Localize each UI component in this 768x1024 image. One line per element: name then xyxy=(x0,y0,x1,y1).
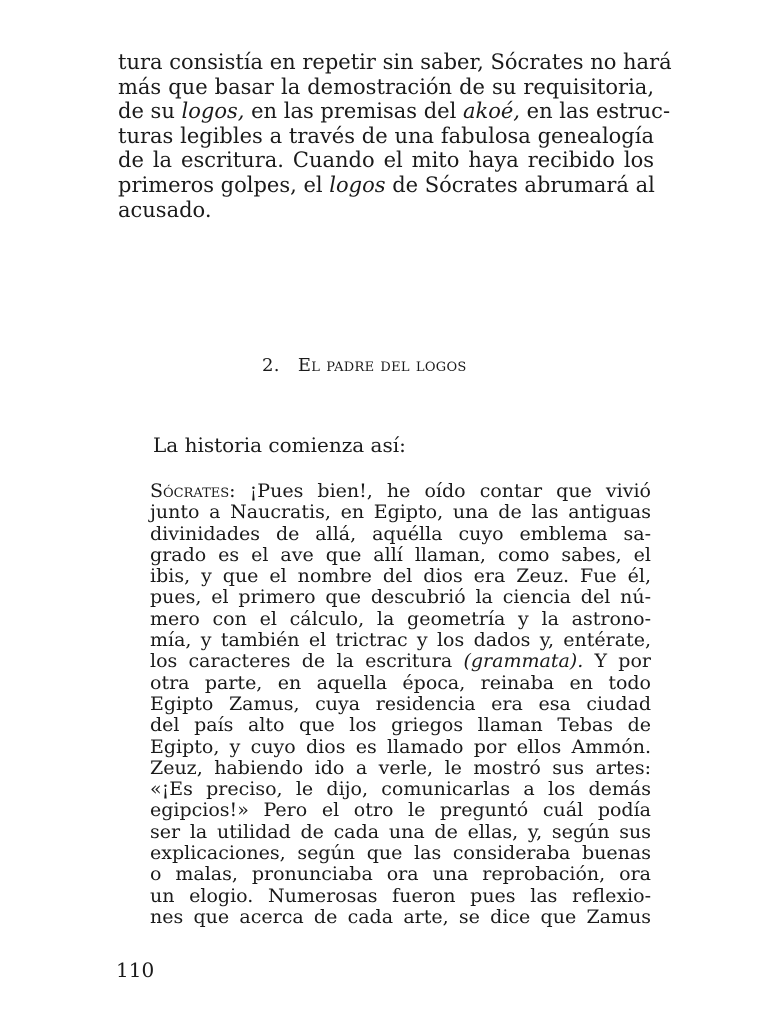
top-paragraph xyxy=(118,50,672,222)
text-line xyxy=(150,587,651,608)
text-segment: mía, y también el trictrac y los dados y, entérate, xyxy=(150,629,651,652)
text-line xyxy=(150,907,651,928)
text-segment: del país alto que los griegos llaman Tebas de xyxy=(150,714,651,737)
italic-term: (grammata). xyxy=(463,650,584,673)
text-segment: en las premisas del xyxy=(244,99,463,124)
text-line xyxy=(150,673,651,694)
text-segment: Egipto, y cuyo dios es llamado por ellos Ammón. xyxy=(150,735,651,758)
text-segment: de Sócrates abrumará al xyxy=(385,172,655,197)
section-heading xyxy=(262,355,467,376)
text-segment: turas legibles a través de una fabulosa genealogía xyxy=(118,123,654,148)
section-number: 2. xyxy=(262,355,280,376)
italic-term: logos xyxy=(329,172,386,197)
text-segment: mero con el cálculo, la geometría y la astrono- xyxy=(150,607,651,630)
text-line xyxy=(150,524,651,545)
text-segment: nes que acerca de cada arte, se dice que Zamus xyxy=(150,905,651,928)
text-segment: tura consistía en repetir sin saber, Sócrates no hará xyxy=(118,50,672,74)
text-line xyxy=(150,822,651,843)
text-line xyxy=(118,124,654,149)
text-line xyxy=(150,800,651,821)
text-line xyxy=(150,481,651,502)
text-segment: «¡Es preciso, le dijo, comunicarlas a los demás xyxy=(150,778,651,801)
italic-term: akoé, xyxy=(462,99,520,124)
text-line xyxy=(118,148,654,173)
text-line xyxy=(118,75,654,100)
text-segment: un elogio. Numerosas fueron pues las reflexio- xyxy=(150,884,651,907)
text-segment: ibis, y que el nombre del dios era Zeuz. Fue él, xyxy=(150,565,651,588)
text-line xyxy=(150,843,651,864)
text-line xyxy=(118,99,671,124)
text-line xyxy=(150,609,651,630)
speaker-name: Sócrates: xyxy=(150,480,236,502)
text-line xyxy=(118,198,654,223)
text-line xyxy=(150,758,651,779)
text-line xyxy=(150,545,651,566)
text-segment: egipcios!» Pero el otro le preguntó cuál podía xyxy=(150,799,651,822)
intro-line: La historia comienza así: xyxy=(153,433,406,457)
text-segment: en las estruc- xyxy=(519,99,671,124)
text-line xyxy=(150,566,651,587)
text-line xyxy=(150,651,651,672)
italic-term: logos, xyxy=(181,99,245,124)
text-segment: Zeuz, habiendo ido a verle, le mostró sus artes: xyxy=(150,756,651,779)
text-line xyxy=(150,737,651,758)
section-title: El padre del logos xyxy=(297,355,467,376)
text-segment: de la escritura. Cuando el mito haya recibido los xyxy=(118,148,654,173)
text-line xyxy=(150,502,651,523)
text-line xyxy=(150,694,651,715)
text-segment: pues, el primero que descubrió la ciencia del nú- xyxy=(150,586,651,609)
text-line xyxy=(150,886,651,907)
text-segment: más que basar la demostración de su requisitoria, xyxy=(118,74,654,99)
text-segment: los caracteres de la escritura xyxy=(150,650,464,673)
text-segment: de su xyxy=(118,99,182,124)
text-segment: grado es el ave que allí llaman, como sabes, el xyxy=(150,543,651,566)
text-line xyxy=(150,864,651,885)
text-segment: otra parte, en aquella época, reinaba en todo xyxy=(150,671,651,694)
text-segment: divinidades de allá, aquélla cuyo emblema sa- xyxy=(150,522,651,545)
text-segment: Egipto Zamus, cuya residencia era esa ciudad xyxy=(150,692,651,715)
text-line xyxy=(150,715,651,736)
text-line xyxy=(118,50,672,75)
text-segment: acusado. xyxy=(118,197,212,222)
dialogue-quote xyxy=(150,481,651,928)
text-line xyxy=(150,779,651,800)
text-segment: Y por xyxy=(583,650,651,673)
text-segment: o malas, pronunciaba ora una reprobación, ora xyxy=(150,863,651,886)
text-segment: explicaciones, según que las consideraba buenas xyxy=(150,842,651,865)
text-segment: ser la utilidad de cada una de ellas, y, según sus xyxy=(150,820,651,843)
text-segment: primeros golpes, el xyxy=(118,172,330,197)
text-line xyxy=(118,173,654,198)
text-segment: junto a Naucratis, en Egipto, una de las antiguas xyxy=(150,501,651,524)
page-number: 110 xyxy=(116,958,155,982)
text-segment: ¡Pues bien!, he oído contar que vivió xyxy=(235,480,651,502)
text-line xyxy=(150,630,651,651)
